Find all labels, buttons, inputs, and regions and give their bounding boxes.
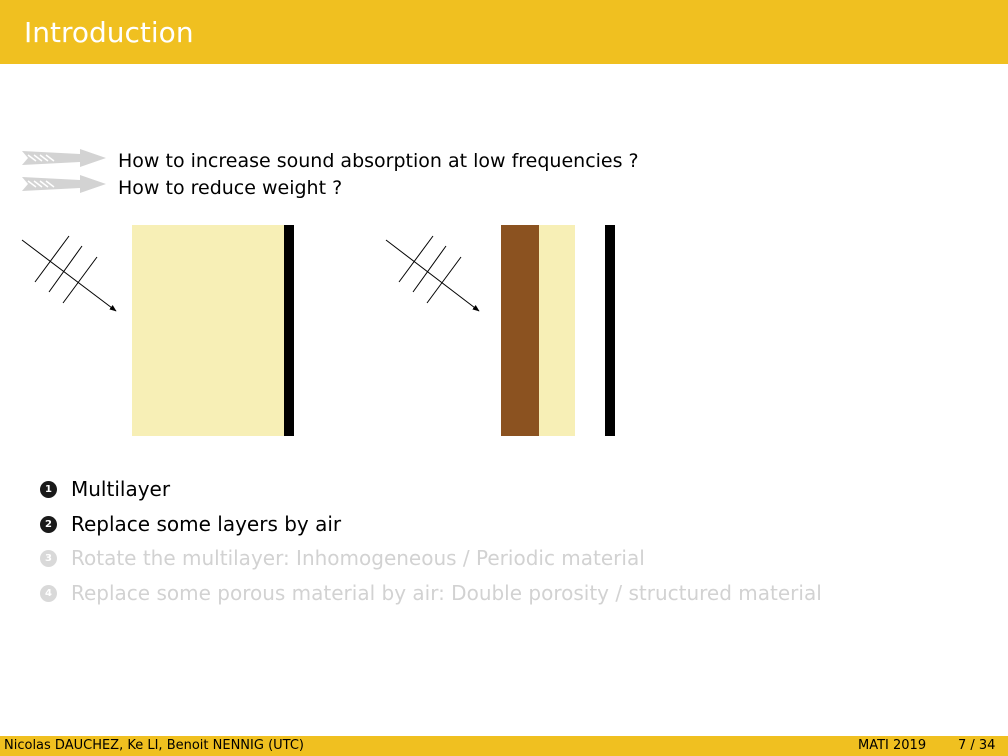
list-item-text: Rotate the multilayer: Inhomogeneous / Periodic material — [71, 546, 645, 570]
slide-title: Introduction — [24, 16, 194, 49]
incoming-wave-arrow-icon — [22, 149, 106, 167]
numbered-bullet-icon: 2 — [40, 516, 57, 533]
list-item-text: Replace some porous material by air: Double porosity / structured material — [71, 581, 822, 605]
rigid-wall-right — [605, 225, 615, 436]
numbered-bullet-icon: 4 — [40, 585, 57, 602]
footer-bar — [0, 736, 1008, 756]
list-item-text: Replace some layers by air — [71, 512, 342, 536]
porous-layer-single — [132, 225, 284, 436]
question-weight: How to reduce weight ? — [118, 177, 343, 199]
porous-layer-light — [539, 225, 575, 436]
multilayer-diagram — [0, 220, 1008, 450]
footer-event: MATI 2019 — [858, 738, 927, 753]
numbered-bullet-icon: 3 — [40, 550, 57, 567]
title-bar — [0, 0, 1008, 64]
page-number: 7 / 34 — [958, 738, 996, 753]
incident-wave-right — [386, 236, 479, 311]
porous-layer-dense — [501, 225, 539, 436]
list-item-text: Multilayer — [71, 477, 171, 501]
question-low-frequency: How to increase sound absorption at low frequencies ? — [118, 150, 639, 172]
incoming-wave-arrow-icon — [22, 175, 106, 193]
rigid-wall-left — [284, 225, 294, 436]
numbered-bullet-icon: 1 — [40, 481, 57, 498]
incident-wave-left — [22, 236, 116, 311]
footer-authors: Nicolas DAUCHEZ, Ke LI, Benoit NENNIG (UTC) — [4, 738, 304, 753]
